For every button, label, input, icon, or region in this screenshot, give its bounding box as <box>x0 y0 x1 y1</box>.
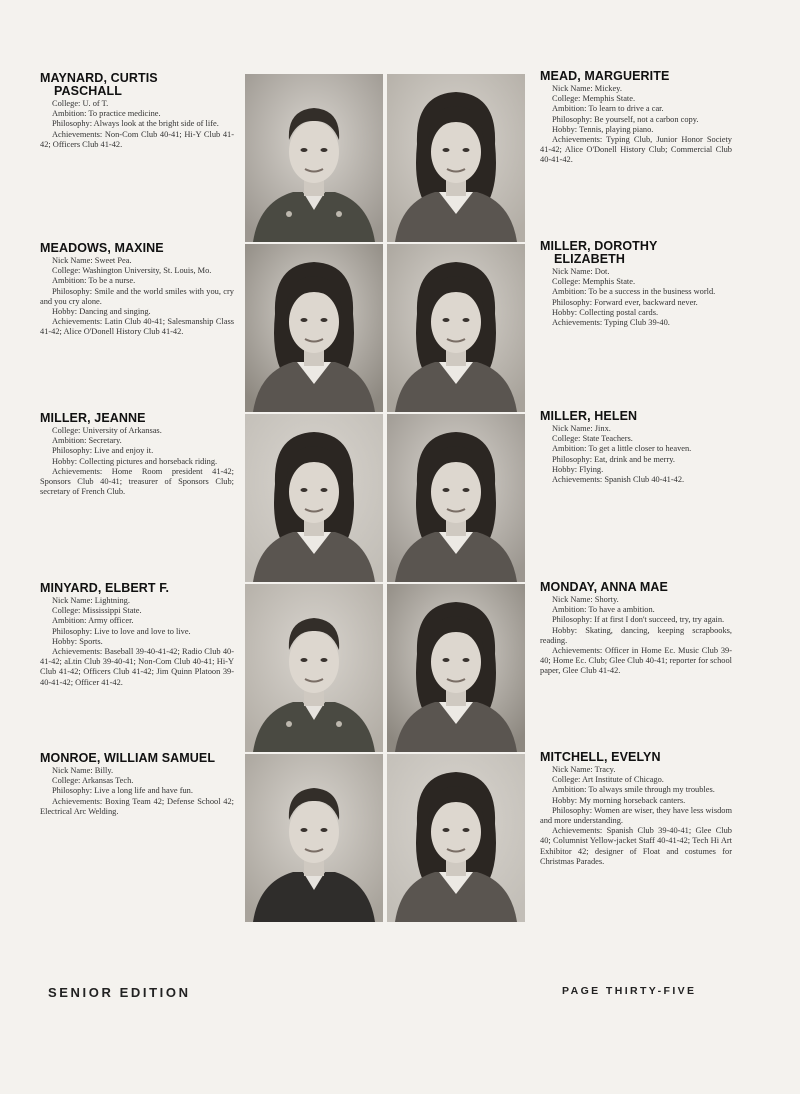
senior-detail-line: Achievements: Typing Club, Junior Honor Society 41-42; Alice O'Donell History Club; Commercial Club 40-41-42. <box>540 135 732 165</box>
portrait-photo <box>245 74 383 242</box>
senior-detail-line: Philosophy: Eat, drink and be merry. <box>552 454 675 464</box>
senior-detail-line: Nick Name: Tracy. <box>552 765 616 774</box>
senior-entry <box>540 581 732 677</box>
senior-name <box>40 72 234 98</box>
senior-detail-line: Ambition: To have a ambition. <box>552 605 655 615</box>
senior-detail-line: Achievements: Baseball 39-40-41-42; Radio Club 40-41-42; aLtin Club 39-40-41; Non-Com Club 40-41; Hi-Y Club 41-42; Officers Club 41-42; Jim Quinn Platoon 39-40-41-42; Officer 41-42. <box>40 647 234 687</box>
senior-detail-line: Achievements: Non-Com Club 40-41; Hi-Y Club 41-42; Officers Club 41-42. <box>40 129 234 149</box>
senior-detail-line: Philosophy: Be yourself, not a carbon copy. <box>552 114 699 124</box>
senior-name <box>40 582 234 595</box>
portrait-photo <box>245 754 383 922</box>
portrait-photo <box>387 584 525 752</box>
senior-detail-line: Achievements: Officer in Home Ec. Music Club 39-40; Home Ec. Club; Glee Club 40-41; reporter for school paper, Glee Club 41-42. <box>540 646 732 676</box>
senior-entry <box>40 72 234 150</box>
senior-name <box>40 242 234 255</box>
senior-detail-line: Achievements: Typing Club 39-40. <box>552 318 670 328</box>
senior-entry <box>40 582 234 688</box>
senior-detail-line: Achievements: Spanish Club 40-41-42. <box>552 475 685 485</box>
senior-detail-line: Philosophy: Women are wiser, they have less wisdom and more understanding. <box>540 805 732 826</box>
portrait-photo <box>245 414 383 582</box>
senior-name <box>540 751 732 764</box>
senior-detail-line: Hobby: My morning horseback canters. <box>552 795 686 805</box>
senior-entry <box>540 410 732 485</box>
senior-entry <box>40 752 234 817</box>
senior-detail-line: Ambition: Army officer. <box>52 616 134 626</box>
senior-detail-line: College: State Teachers. <box>552 434 633 444</box>
senior-detail-line: Nick Name: Billy. <box>52 766 114 775</box>
senior-detail-line: Nick Name: Jinx. <box>552 424 611 433</box>
senior-entry <box>40 242 234 338</box>
senior-detail-line: Hobby: Tennis, playing piano. <box>552 124 654 134</box>
portrait-photo <box>387 74 525 242</box>
senior-name-part: MILLER, DOROTHY <box>540 239 658 253</box>
senior-detail-line: Achievements: Boxing Team 42; Defense School 42; Electrical Arc Welding. <box>40 796 234 816</box>
senior-detail-line: College: Art Institute of Chicago. <box>552 775 664 785</box>
senior-detail-line: Nick Name: Dot. <box>552 267 610 276</box>
portrait-photo <box>387 754 525 922</box>
senior-name <box>40 412 234 425</box>
senior-detail-line: College: University of Arkansas. <box>52 426 162 435</box>
senior-name-part: PASCHALL <box>54 84 122 98</box>
senior-detail-line: Philosophy: Live to love and love to live. <box>52 626 191 636</box>
senior-detail-line: Ambition: Secretary. <box>52 436 122 446</box>
senior-name <box>40 752 234 765</box>
senior-detail-line: Hobby: Skating, dancing, keeping scrapbooks, reading. <box>540 625 732 645</box>
senior-detail-line: Nick Name: Sweet Pea. <box>52 256 132 265</box>
senior-name-part: MILLER, JEANNE <box>40 411 146 425</box>
senior-detail-line: Philosophy: Smile and the world smiles with you, cry and you cry alone. <box>40 286 234 306</box>
portrait-photo <box>245 584 383 752</box>
senior-detail-line: Ambition: To get a little closer to heaven. <box>552 444 692 454</box>
senior-detail-line: Ambition: To always smile through my troubles. <box>552 785 715 795</box>
senior-name <box>540 70 732 83</box>
senior-detail-line: College: Washington University, St. Louis, Mo. <box>52 266 212 276</box>
senior-name-part: MEADOWS, MAXINE <box>40 241 164 255</box>
senior-detail-line: College: Mississippi State. <box>52 606 142 616</box>
senior-name-part: MITCHELL, EVELYN <box>540 750 661 764</box>
senior-entry <box>40 412 234 497</box>
senior-detail-line: Philosophy: Live and enjoy it. <box>52 446 154 456</box>
senior-name <box>540 410 732 423</box>
senior-name <box>540 240 732 266</box>
footer-edition-title: SENIOR EDITION <box>48 985 191 1000</box>
senior-name-part: MAYNARD, CURTIS <box>40 71 158 85</box>
portrait-photo <box>387 414 525 582</box>
senior-detail-line: Ambition: To learn to drive a car. <box>552 104 664 114</box>
senior-entry <box>540 70 732 166</box>
senior-detail-line: Hobby: Flying. <box>552 464 604 474</box>
senior-detail-line: Philosophy: If at first I don't succeed, try, try again. <box>552 615 725 625</box>
senior-detail-line: Achievements: Home Room president 41-42; Sponsors Club 40-41; treasurer of Sponsors Club; secretary of French Club. <box>40 466 234 497</box>
senior-detail-line: Nick Name: Lightning. <box>52 596 130 605</box>
senior-detail-line: Hobby: Sports. <box>52 636 103 646</box>
senior-detail-line: Hobby: Collecting pictures and horseback riding. <box>52 456 218 466</box>
senior-name-part: MONROE, WILLIAM SAMUEL <box>40 751 216 765</box>
senior-name-part: ELIZABETH <box>554 252 626 266</box>
senior-name <box>540 581 732 594</box>
senior-detail-line: Achievements: Spanish Club 39-40-41; Glee Club 40; Columnist Yellow-jacket Staff 40-41-42; Tech Hi Art Exhibitor 42; designer of Float and costumes for Christmas Parades. <box>540 826 732 866</box>
senior-detail-line: Nick Name: Shorty. <box>552 595 619 604</box>
senior-name-part: MILLER, HELEN <box>540 409 638 423</box>
senior-name-part: MINYARD, ELBERT F. <box>40 581 170 595</box>
senior-entry <box>540 240 732 328</box>
senior-detail-line: College: Memphis State. <box>552 94 636 104</box>
senior-detail-line: College: Arkansas Tech. <box>52 776 134 786</box>
senior-detail-line: Nick Name: Mickey. <box>552 84 622 93</box>
senior-detail-line: Philosophy: Forward ever, backward never. <box>552 297 698 307</box>
senior-name-part: MONDAY, ANNA MAE <box>540 580 668 594</box>
senior-detail-line: Philosophy: Live a long life and have fun. <box>52 786 193 796</box>
senior-detail-line: Hobby: Dancing and singing. <box>52 307 151 317</box>
senior-name-part: MEAD, MARGUERITE <box>540 69 670 83</box>
senior-entry <box>540 751 732 867</box>
senior-detail-line: Ambition: To practice medicine. <box>52 109 161 119</box>
senior-detail-line: Philosophy: Always look at the bright side of life. <box>52 119 219 129</box>
portrait-photo <box>245 244 383 412</box>
senior-detail-line: College: U. of T. <box>52 99 109 108</box>
portrait-grid <box>245 74 529 924</box>
portrait-photo <box>387 244 525 412</box>
footer-page-number: PAGE THIRTY-FIVE <box>562 985 697 997</box>
senior-detail-line: College: Memphis State. <box>552 277 636 287</box>
senior-detail-line: Ambition: To be a nurse. <box>52 276 136 286</box>
senior-detail-line: Ambition: To be a success in the business world. <box>552 287 716 297</box>
senior-detail-line: Hobby: Collecting postal cards. <box>552 307 659 317</box>
senior-detail-line: Achievements: Latin Club 40-41; Salesmanship Class 41-42; Alice O'Donell History Club 41-42. <box>40 317 234 337</box>
